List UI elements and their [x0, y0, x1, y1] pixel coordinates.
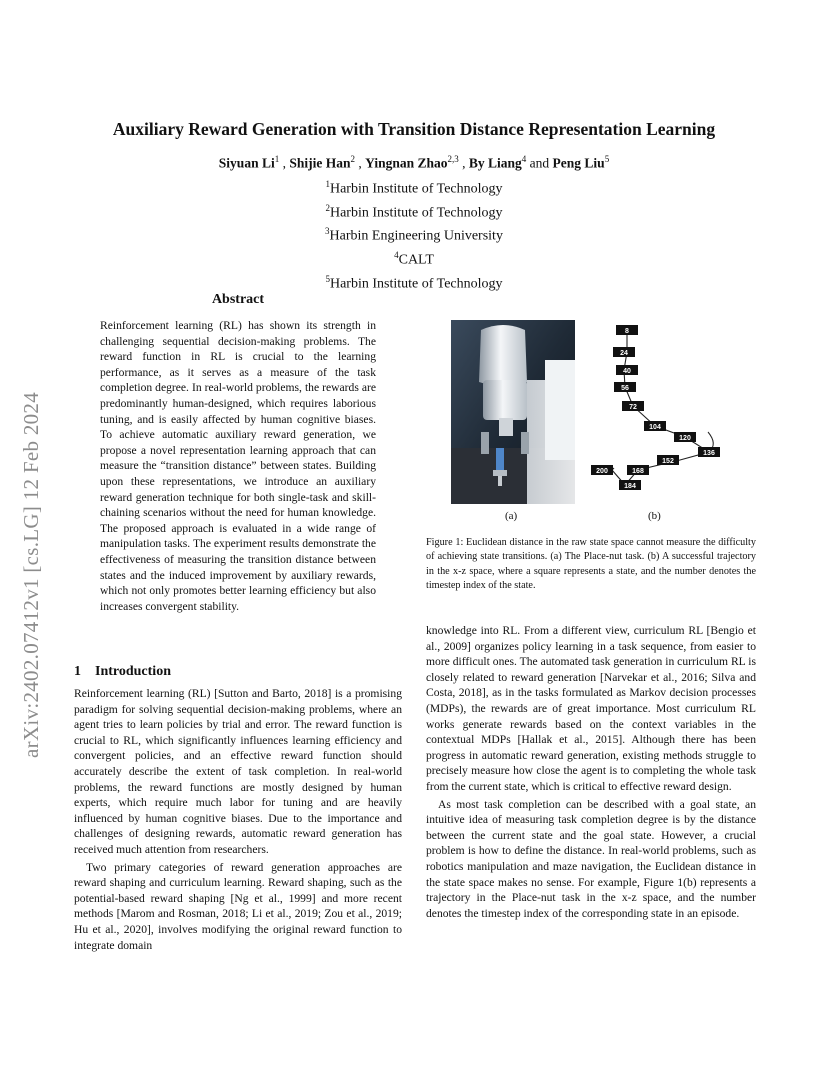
right-column-body	[426, 623, 756, 921]
state-timestep-label: 104	[649, 424, 661, 431]
author-list: Siyuan Li$^1$ , Shijie Han$^2$ , Yingnan Zhao$^{2,3}$ , By Liang$^4$ and Peng Liu$^5$	[218, 154, 610, 171]
affiliation	[0, 175, 828, 199]
affiliation-mark: 2	[325, 202, 330, 213]
affiliation-list	[0, 175, 828, 293]
subfigure-label-a: (a)	[505, 510, 518, 522]
affiliation	[0, 199, 828, 223]
state-timestep-label: 184	[624, 483, 636, 490]
trajectory-states	[591, 325, 720, 490]
trajectory-plot	[590, 322, 720, 497]
affiliation-name: Harbin Institute of Technology	[329, 181, 503, 197]
affiliation-name: Harbin Institute of Technology	[329, 276, 503, 292]
affiliation-name: CALT	[398, 252, 434, 268]
state-timestep-label: 56	[621, 385, 629, 392]
affiliation	[0, 246, 828, 270]
place-nut-task-image	[451, 320, 575, 504]
affiliation	[0, 222, 828, 246]
state-timestep-label: 168	[632, 468, 644, 475]
author-affiliation-mark: 1	[274, 154, 280, 164]
left-column-body	[74, 686, 402, 953]
author-affiliation-mark: 2,3	[447, 154, 459, 164]
affiliation-mark: 5	[325, 273, 330, 284]
state-timestep-label: 120	[679, 435, 691, 442]
affiliation-name: Harbin Engineering University	[329, 228, 503, 244]
section-heading-introduction	[74, 664, 171, 680]
paragraph: Reinforcement learning (RL) [Sutton and Barto, 2018] is a promising paradigm for solving sequential decision-making problems, where an agent tries to learn policies by trial and error. The reward function is crucial to RL, which significantly influences learning efficiency and convergent policies, and an effective reward function should accurately describe the extent of task completion. In real-world problems, the reward functions are mostly designed by human experts, which require much labor for tuning and are heavily influenced by human cognitive biases. Due to the importance and challenges of designing rewards, automatic reward generation has received much attention from researchers.	[74, 687, 402, 856]
paper-title: Auxiliary Reward Generation with Transition Distance Representation Learning	[112, 119, 716, 139]
section-number: 1	[74, 664, 81, 679]
affiliation	[0, 270, 828, 294]
author-name: Shijie Han	[289, 155, 351, 171]
author-name: By Liang	[468, 155, 522, 171]
affiliation-mark: 3	[325, 226, 330, 237]
author-name: Yingnan Zhao	[365, 155, 448, 171]
state-timestep-label: 136	[703, 450, 715, 457]
state-timestep-label: 8	[625, 328, 629, 335]
subfigure-label-b: (b)	[648, 510, 661, 522]
paragraph: As most task completion can be described with a goal state, an intuitive idea of measuring task completion degree is by the distance between the current state and the goal state. However, a crucial problem is how to define the distance. In real-world problems, such as robotics manipulation and maze navigation, the Euclidean distance in the state space makes no sense. For example, Figure 1(b) represents a trajectory in the Place-nut task in the x-z space, and the number denotes the timestep index of the corresponding state in an episode.	[426, 797, 756, 920]
figure-caption: Figure 1: Euclidean distance in the raw state space cannot measure the difficulty of achieving state transitions. (a) The Place-nut task. (b) A successful trajectory in the x-z space, where a square represents a state, and the number denotes the timestep index of the state.	[426, 537, 756, 592]
affiliation-name: Harbin Institute of Technology	[329, 205, 503, 221]
paragraph: Two primary categories of reward generation approaches are reward shaping and curriculum learning. Reward shaping, such as the potential-based reward shaping [Ng et al., 1999] and more recent methods [Marom and Rosman, 2018; Li et al., 2019; Zou et al., 2019; Hu et al., 2020], involves modifying the original reward function to integrate domain	[74, 860, 402, 952]
state-timestep-label: 40	[623, 368, 631, 375]
abstract-text: Reinforcement learning (RL) has shown its strength in challenging sequential decision-making problems. The reward function in RL is crucial to the learning performance, as it serves as a measure of the task completion degree. In real-world problems, the rewards are predominantly human-designed, which requires laborious tuning, and is easily affected by human cognitive biases. To achieve automatic auxiliary reward generation, we propose a novel representation learning approach that can measure the “transition distance” between states. Building upon these representations, we introduce an auxiliary reward generation technique for both single-task and skill-chaining scenarios without the need for human knowledge. The proposed approach is evaluated in a wide range of manipulation tasks. The experiment results demonstrate the effectiveness of measuring the transition distance between states and the induced improvement by auxiliary rewards, which not only promotes better learning efficiency but also increases convergent stability.	[100, 319, 376, 613]
abstract-heading: Abstract	[211, 292, 265, 307]
section-title: Introduction	[95, 664, 171, 679]
author-affiliation-mark: 2	[350, 154, 355, 164]
author-affiliation-mark: 4	[521, 154, 527, 164]
arxiv-identifier: arXiv:2402.07412v1 [cs.LG] 12 Feb 2024	[19, 391, 43, 758]
affiliation-mark: 1	[325, 179, 330, 189]
author-name: Peng Liu	[552, 155, 605, 171]
author-affiliation-mark: 5	[604, 154, 610, 164]
state-timestep-label: 200	[596, 468, 608, 475]
author-name: Siyuan Li	[218, 155, 275, 171]
state-timestep-label: 72	[629, 404, 637, 411]
state-timestep-label: 24	[620, 350, 628, 357]
paragraph: knowledge into RL. From a different view, curriculum RL [Bengio et al., 2009] organizes policy learning in a task sequence, from easier to more difficult ones. The automated task generation in curriculum RL is closely related to reward generation [Narvekar et al., 2016; Silva and Costa, 2018], as in the tasks formulated as Markov decision processes (MDPs), the rewards are of great importance. Most curriculum RL works generate rewards based on the context variables in the contextual MDPs [Hallak et al., 2015]. Although there has been progress in automatic reward generation, existing methods struggle to precisely measure how close the agent is to completing the whole task from the current state, which is critical to effective reward design.	[426, 624, 756, 793]
affiliation-mark: 4	[394, 249, 399, 260]
state-timestep-label: 152	[662, 458, 674, 465]
